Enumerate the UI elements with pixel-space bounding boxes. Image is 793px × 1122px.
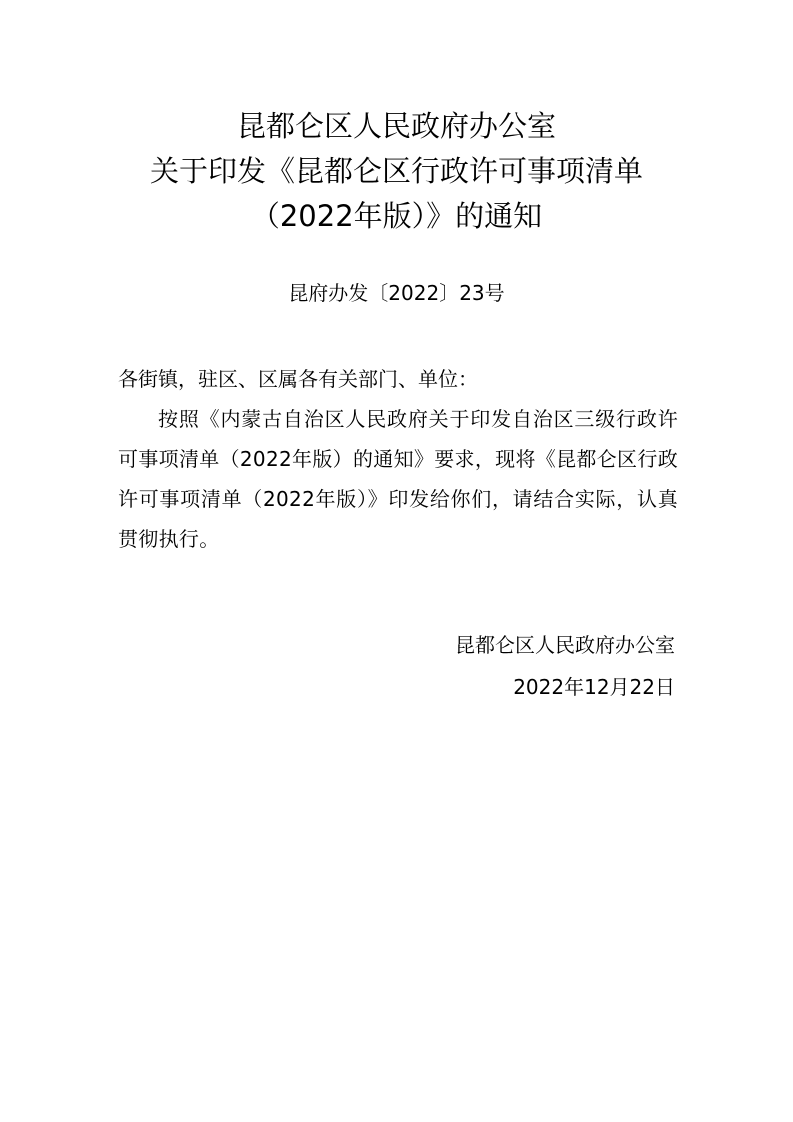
body-paragraph: 按照《内蒙古自治区人民政府关于印发自治区三级行政许可事项清单（2022年版）的通知》要求，现将《昆都仑区行政许可事项清单（2022年版）》印发给你们，请结合实际，认真贯彻执行。 [118,407,678,551]
salutation: 各街镇，驻区、区属各有关部门、单位： [118,367,478,391]
signature-organization: 昆都仑区人民政府办公室 [455,633,675,657]
title-line-1: 昆都仑区人民政府办公室 [236,109,556,143]
document-number: 昆府办发〔2022〕23号 [288,281,505,305]
document-body [118,359,678,559]
signature-date: 2022年12月22日 [513,675,675,699]
title-line-2: 关于印发《昆都仑区行政许可事项清单 [149,154,643,188]
document-title [0,104,793,239]
signature-block [455,624,675,708]
title-line-3: （2022年版）》的通知 [250,199,543,233]
